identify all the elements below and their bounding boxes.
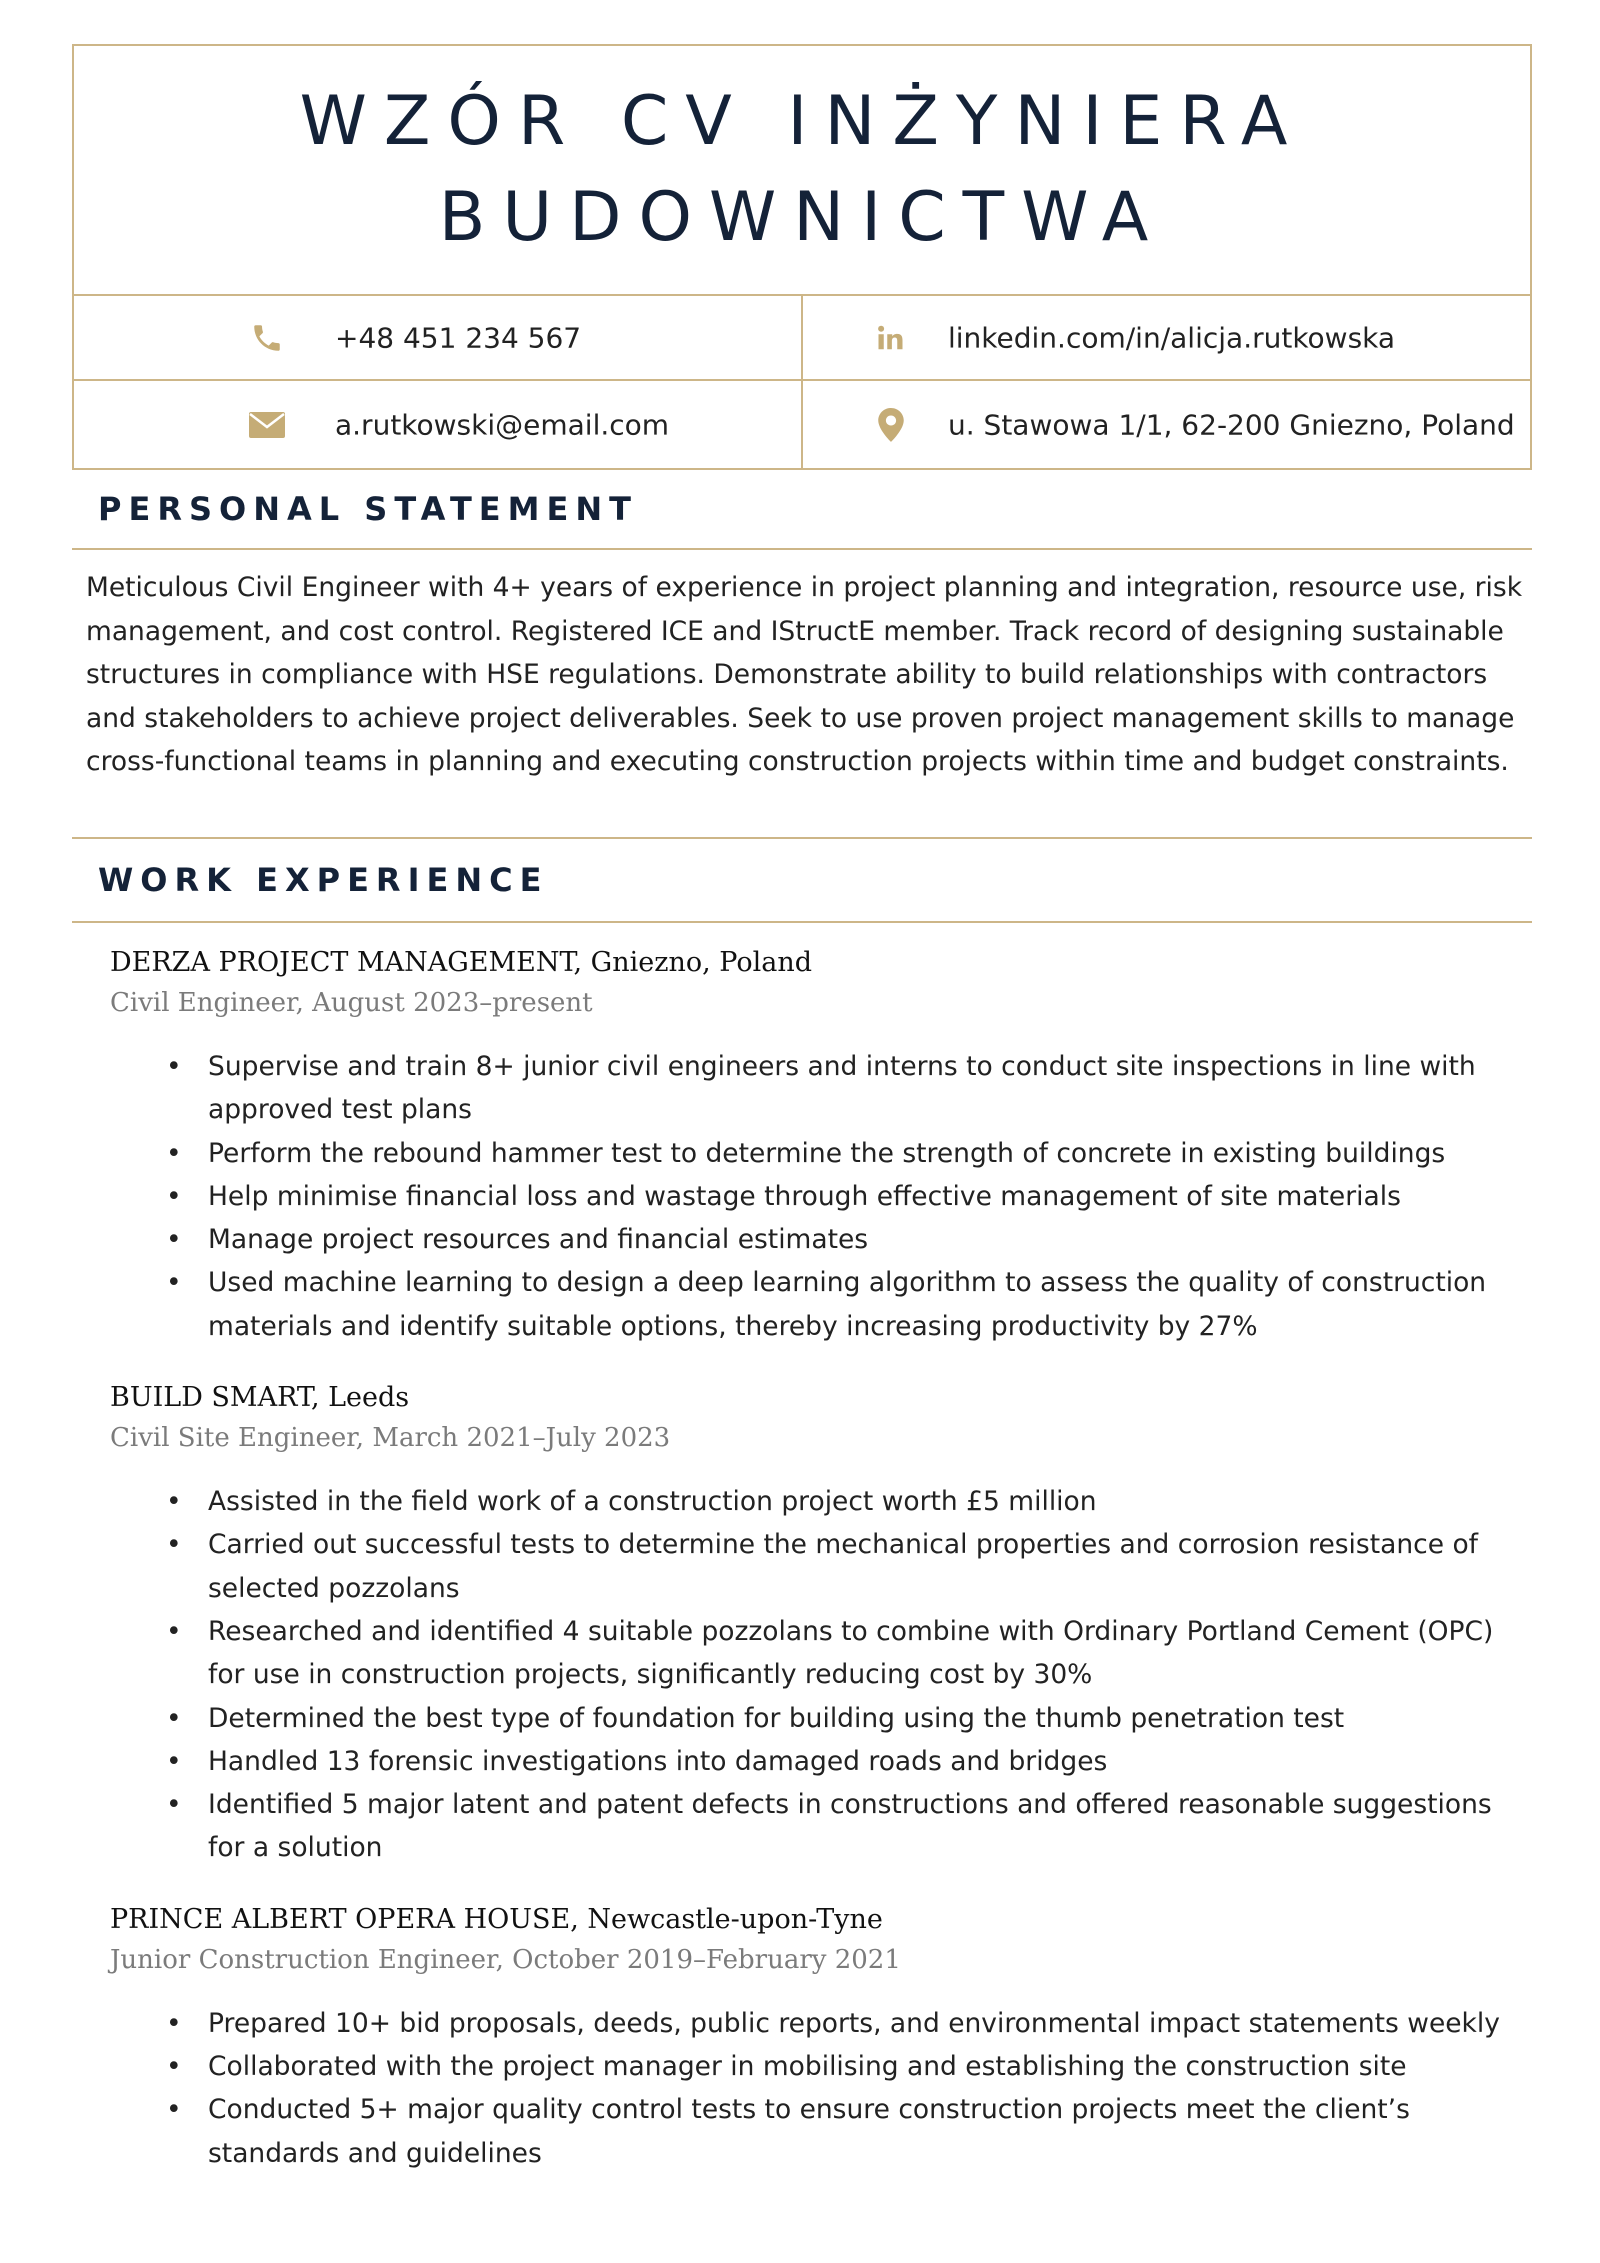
job-company: PRINCE ALBERT OPERA HOUSE, Newcastle-upon-Tyne bbox=[110, 1903, 883, 1935]
phone-icon bbox=[247, 318, 287, 358]
bullet-item: • Perform the rebound hammer test to determine the strength of concrete in existing buildings bbox=[166, 1137, 1446, 1169]
work-experience-heading: WORK EXPERIENCE bbox=[72, 837, 1532, 923]
bullet-item: • Identified 5 major latent and patent defects in constructions and offered reasonable suggestions for a solution bbox=[166, 1789, 1492, 1864]
bullet-item: • Manage project resources and financial estimates bbox=[166, 1224, 869, 1256]
contact-address bbox=[801, 381, 1530, 468]
postal-address: u. Stawowa 1/1, 62-200 Gniezno, Poland bbox=[948, 408, 1515, 441]
bullet-item: • Collaborated with the project manager in mobilising and establishing the construction site bbox=[166, 2051, 1407, 2083]
cv-page bbox=[72, 44, 1532, 2205]
linkedin-icon bbox=[871, 318, 911, 358]
phone-number: +48 451 234 567 bbox=[335, 321, 582, 354]
bullet-item: • Determined the best type of foundation for building using the thumb penetration test bbox=[166, 1702, 1345, 1734]
email-address[interactable]: a.rutkowski@email.com bbox=[335, 408, 670, 441]
bullet-item: • Assisted in the field work of a construction project worth £5 million bbox=[166, 1486, 1097, 1518]
page-title: WZÓR CV INŻYNIERA BUDOWNICTWA bbox=[299, 82, 1305, 257]
bullet-item: • Prepared 10+ bid proposals, deeds, public reports, and environmental impact statements weekly bbox=[166, 2007, 1500, 2039]
job-bullets bbox=[110, 2002, 1532, 2175]
envelope-icon bbox=[247, 405, 287, 445]
bullet-item: • Used machine learning to design a deep learning algorithm to assess the quality of construction materials and identify suitable options, thereby increasing productivity by 27% bbox=[166, 1267, 1487, 1342]
linkedin-url[interactable]: linkedin.com/in/alicja.rutkowska bbox=[948, 321, 1396, 354]
job-company: BUILD SMART, Leeds bbox=[110, 1382, 410, 1414]
job-role: Civil Site Engineer, March 2021–July 2023 bbox=[110, 1423, 671, 1454]
bullet-item: • Help minimise financial loss and wastage through effective management of site materials bbox=[166, 1180, 1401, 1212]
job-bullets bbox=[110, 1045, 1532, 1348]
bullet-item: • Handled 13 forensic investigations into damaged roads and bridges bbox=[166, 1745, 1108, 1777]
bullet-item: • Supervise and train 8+ junior civil engineers and interns to conduct site inspections in line with approved test plans bbox=[166, 1051, 1476, 1126]
personal-statement-text: Meticulous Civil Engineer with 4+ years of experience in project planning and integration, resource use, risk management, and cost control. Registered ICE and IStructE member. Track record of designing sustainable structures in compliance with HSE regulations. Demonstrate ability to build relationships with contractors and stakeholders to achieve project deliverables. Seek to use proven project management skills to manage cross-functional teams in planning and executing construction projects within time and budget constraints. bbox=[86, 572, 1523, 777]
job-company: DERZA PROJECT MANAGEMENT, Gniezno, Poland bbox=[110, 947, 813, 978]
contact-phone bbox=[74, 296, 801, 379]
contact-row-2 bbox=[74, 379, 1530, 468]
job-bullets bbox=[110, 1480, 1532, 1870]
work-experience-list bbox=[72, 923, 1532, 2175]
job-role: Junior Construction Engineer, October 2019–February 2021 bbox=[110, 1944, 901, 1975]
personal-statement-heading: PERSONAL STATEMENT bbox=[72, 470, 1532, 550]
job-entry bbox=[110, 1378, 1532, 1870]
contact-row-1 bbox=[74, 294, 1530, 379]
map-pin-icon bbox=[871, 405, 911, 445]
header-box bbox=[72, 44, 1532, 470]
contact-email bbox=[74, 381, 801, 468]
bullet-item: • Researched and identified 4 suitable pozzolans to combine with Ordinary Portland Cement (OPC) for use in construction projects, significantly reducing cost by 30% bbox=[166, 1615, 1494, 1691]
bullet-item: • Conducted 5+ major quality control tests to ensure construction projects meet the client’s standards and guidelines bbox=[166, 2094, 1410, 2169]
job-role: Civil Engineer, August 2023–present bbox=[110, 988, 593, 1018]
job-entry bbox=[110, 943, 1532, 1348]
bullet-item: • Carried out successful tests to determine the mechanical properties and corrosion resistance of selected pozzolans bbox=[166, 1529, 1478, 1604]
job-entry bbox=[110, 1900, 1532, 2175]
contact-linkedin bbox=[801, 296, 1530, 379]
